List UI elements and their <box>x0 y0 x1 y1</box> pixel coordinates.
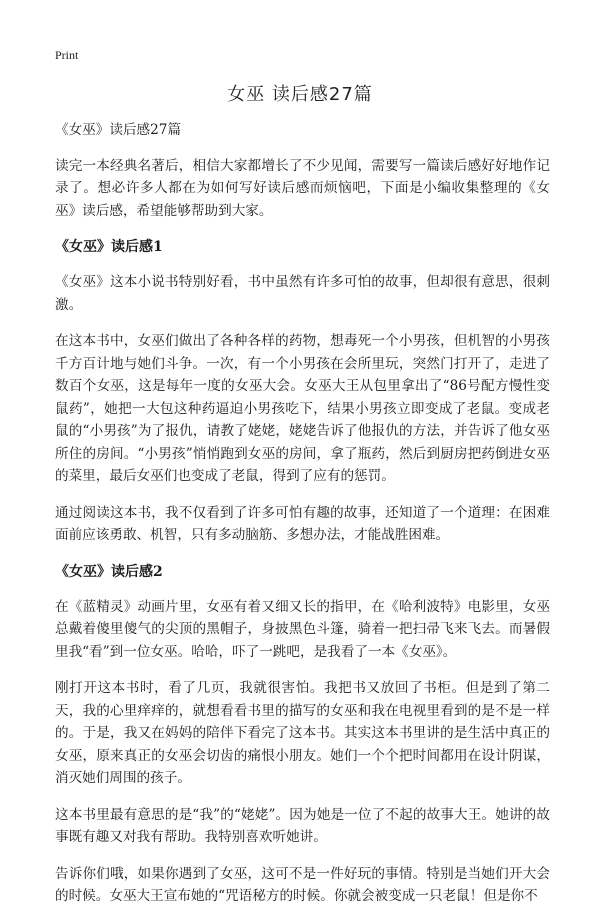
section-2-paragraph-2: 刚打开这本书时，看了几页，我就很害怕。我把书又放回了书柜。但是到了第二天，我的心里痒痒的，就想看看书里的描写的女巫和我在电视里看到的是不是一样的。于是，我又在妈妈的陪伴下看完了这本书。其实这本书里讲的是生活中真正的女巫，原来真正的女巫会切齿的痛恨小朋友。她们一个个把时间都用在设计阴谋，消灭她们周围的孩子。 <box>55 680 550 786</box>
document-subtitle: 《女巫》读后感27篇 <box>55 122 182 138</box>
section-1-paragraph-1: 《女巫》这本小说书特别好看，书中虽然有许多可怕的故事，但却很有意思，很刺激。 <box>55 274 550 313</box>
section-2-paragraph-1: 在《蓝精灵》动画片里，女巫有着又细又长的指甲，在《哈利波特》电影里，女巫总戴着傻里傻气的尖顶的黑帽子，身披黑色斗篷，骑着一把扫帚飞来飞去。而暑假里我“看”到一位女巫。哈哈，吓了一跳吧，是我看了一本《女巫》。 <box>55 598 550 660</box>
section-1-paragraph-3: 通过阅读这本书，我不仅看到了许多可怕有趣的故事，还知道了一个道理：在困难面前应该勇敢、机智，只有多动脑筋、多想办法，才能战胜困难。 <box>55 504 550 543</box>
print-label: Print <box>55 48 79 62</box>
section-1-paragraph-2: 在这本书中，女巫们做出了各种各样的药物，想毒死一个小男孩，但机智的小男孩千方百计地与她们斗争。一次，有一个小男孩在会所里玩，突然门打开了，走进了数百个女巫，这是每年一度的女巫大会。女巫大王从包里拿出了“86号配方慢性变鼠药”，她把一大包这种药逼迫小男孩吃下，结果小男孩立即变成了老鼠。变成老鼠的“小男孩”为了报仇，请教了姥姥，姥姥告诉了他报仇的方法，并告诉了他女巫所住的房间。“小男孩”悄悄跑到女巫的房间，拿了瓶药，然后到厨房把药倒进女巫的菜里，最后女巫们也变成了老鼠，得到了应有的惩罚。 <box>55 333 550 484</box>
document-body <box>55 119 550 922</box>
section-heading-1: 《女巫》读后感1 <box>55 239 163 255</box>
section-heading-2: 《女巫》读后感2 <box>55 563 163 580</box>
section-2-paragraph-3: 这本书里最有意思的是“我”的“姥姥”。因为她是一位了不起的故事大王。她讲的故事既有趣又对我有帮助。我特别喜欢听她讲。 <box>55 806 550 845</box>
section-2-paragraph-4: 告诉你们哦，如果你遇到了女巫，这可不是一件好玩的事情。特别是当她们开大会的时候。女巫大王宣布她的“咒语秘方的时候。你就会被变成一只老鼠！但是你不 <box>55 865 550 904</box>
intro-paragraph: 读完一本经典名著后，相信大家都增长了不少见闻，需要写一篇读后感好好地作记录了。想必许多人都在为如何写好读后感而烦恼吧，下面是小编收集整理的《女巫》读后感，希望能够帮助到大家。 <box>55 157 550 219</box>
page-title: 女巫 读后感27篇 <box>227 84 373 105</box>
